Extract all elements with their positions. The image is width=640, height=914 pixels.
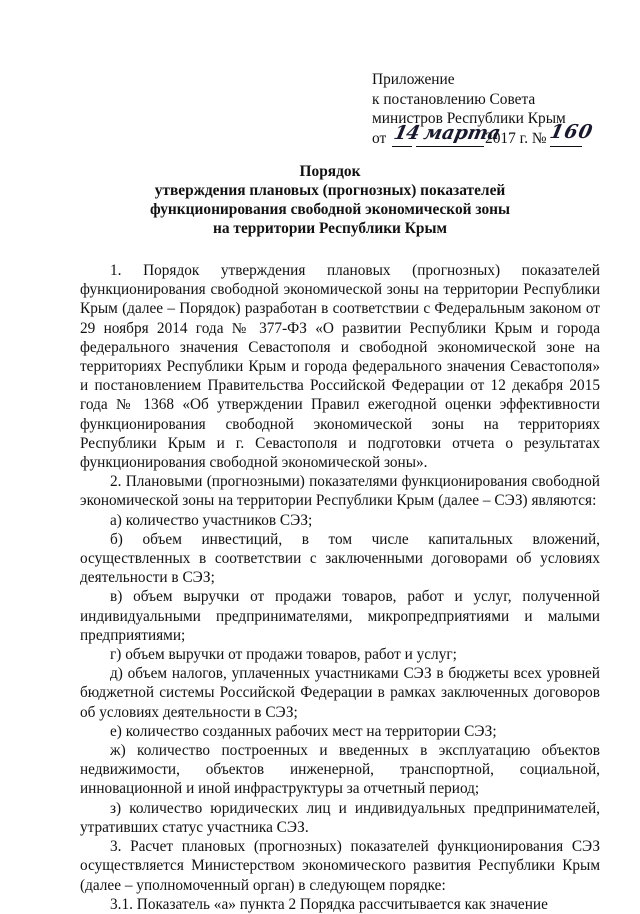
- date-month-underline: [416, 146, 484, 147]
- paragraph-3: 3. Расчет плановых (прогнозных) показателей функционирования СЭЗ осуществляется Министерством экономического развития Республики Крым (далее – уполномоченный орган) в следующем порядке:: [80, 838, 600, 894]
- list-item-d: д) объем налогов, уплаченных участниками СЭЗ в бюджеты всех уровней бюджетной системы Российской Федерации в рамках заключенных договоров об условиях деятельности в СЭЗ;: [80, 665, 600, 721]
- number-underline: [550, 146, 582, 147]
- list-item-v: в) объем выручки от продажи товаров, работ и услуг, полученной индивидуальными предпринимателями, микропредприятиями и малыми предприятиями;: [80, 588, 600, 644]
- annex-line-2: к постановлению Совета: [372, 90, 536, 108]
- annex-date-line: [372, 120, 596, 149]
- handwritten-number: 160: [547, 120, 596, 143]
- document-title: [60, 162, 600, 238]
- title-line-2: утверждения плановых (прогнозных) показателей: [154, 182, 506, 199]
- annex-line-3: министров Республики Крым: [372, 110, 566, 127]
- handwritten-month: марта: [421, 121, 503, 144]
- list-item-zh: ж) количество построенных и введенных в эксплуатацию объектов недвижимости, объектов инженерной, транспортной, социальной, инновационной и иной инфраструктуры за отчетный период;: [80, 742, 600, 798]
- document-body: [80, 261, 600, 914]
- date-suffix: 2017 г. №: [485, 129, 547, 147]
- annex-header: [372, 70, 596, 148]
- list-item-e: е) количество созданных рабочих мест на территории СЭЗ;: [110, 722, 497, 740]
- list-item-g: г) объем выручки от продажи товаров, работ и услуг;: [110, 646, 457, 664]
- title-line-4: на территории Республики Крым: [212, 220, 447, 237]
- list-item-b: б) объем инвестиций, в том числе капитальных вложений, осуществленных в соответствии с заключенными договорами об условиях деятельности в СЭЗ;: [80, 530, 600, 587]
- paragraph-2: 2. Плановыми (прогнозными) показателями функционирования свободной экономической зоны на территории Республики Крым (далее – СЭЗ) являются:: [80, 473, 600, 510]
- handwritten-day: 14: [391, 121, 421, 144]
- paragraph-1: 1. Порядок утверждения плановых (прогнозных) показателей функционирования свободной экономической зоны на территории Республики Крым (далее – Порядок) разработан в соответствии с Федеральным законом от 29 ноября 2014 года № 377-ФЗ «О развитии Республики Крым и города федерального значения Севастополя и свободной экономической зоне на территориях Республики Крым и города федерального значения Севастополя» и постановлением Правительства Российской Федерации от 12 декабря 2015 года № 1368 «Об утверждении Правил ежегодной оценки эффективности функционирования свободной экономической зоны на территориях Республики Крым и г. Севастополя и подготовки отчета о результатах функционирования свободной экономической зоны».: [80, 262, 600, 472]
- title-line-3: функционирования свободной экономической зоны: [149, 201, 511, 218]
- date-prefix: от: [372, 129, 387, 147]
- list-item-a: а) количество участников СЭЗ;: [110, 511, 313, 529]
- date-day-underline: [392, 146, 412, 147]
- annex-line-1: Приложение: [372, 71, 455, 88]
- list-item-z: з) количество юридических лиц и индивидуальных предпринимателей, утративших статус участника СЭЗ.: [80, 799, 600, 836]
- title-line-1: Порядок: [299, 163, 361, 180]
- paragraph-3-1: 3.1. Показатель «а» пункта 2 Порядка рассчитывается как значение: [110, 895, 548, 913]
